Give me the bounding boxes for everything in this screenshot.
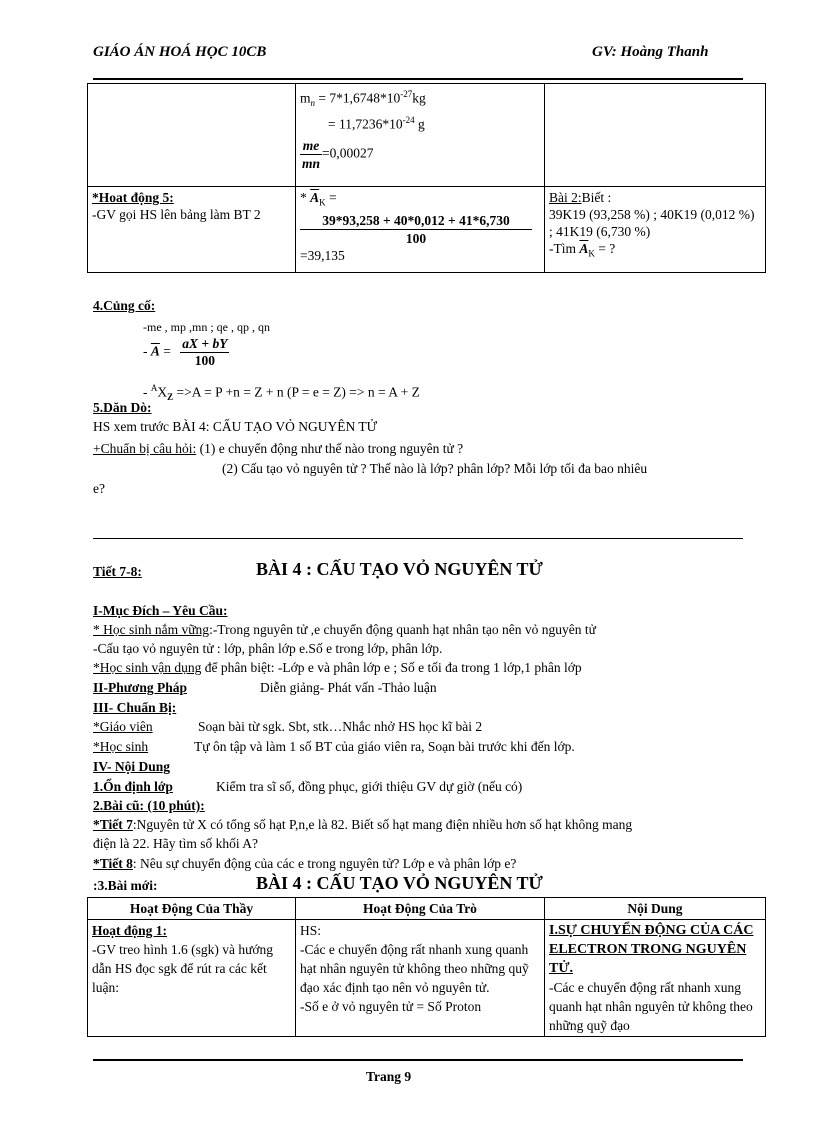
page-number: Trang 9 (366, 1069, 412, 1084)
cungco-line1: -me , mp ,mn ; qe , qp , qn (143, 320, 270, 334)
cungco-formula: - $\overline{A}$ = $\frac{aX + bY}{100}$ (143, 336, 228, 368)
tiet-label: Tiết 7-8: (93, 564, 142, 579)
mucdich-line3: *Học sinh vận dụng để phân biệt: -Lớp e và phân lớp e ; Số e tối đa trong 1 lớp,1 phân lớp (93, 660, 582, 675)
lesson-table (87, 897, 766, 1037)
exercise-row1-right (545, 84, 766, 187)
chuanbi-title: III- Chuẩn Bị: (93, 700, 177, 715)
average-mass-fraction: 39*93,258 + 40*0,012 + 41*6,730 100 (300, 212, 532, 247)
mass-ratio-fraction: $\frac{me}{mn}$ (302, 137, 321, 171)
phuongphap-text: Diễn giảng- Phát vấn -Thảo luận (260, 680, 437, 695)
ondinh-label: 1.Ổn định lớp (93, 779, 173, 794)
exercise-row2-left: *Hoat động 5: -GV gọi HS lên bảng làm BT 2 (88, 187, 296, 273)
cungco-fraction: $\frac{aX + bY}{100}$ (182, 336, 228, 368)
exercise-row2-mid: * $\overline{A}_K$ = 39*93,258 + 40*0,012 + 41*6,730 100 =39,135 (296, 187, 545, 273)
lesson-title: BÀI 4 : CẤU TẠO VỎ NGUYÊN TỬ (256, 559, 543, 579)
tiet7-question: *Tiết 7:Nguyên tử X có tổng số hạt P,n,e là 82. Biết số hạt mang điện nhiều hơn số hạt không mang (93, 817, 633, 832)
header-student-activity: Hoạt Động Của Trò (296, 898, 545, 920)
header-rule (93, 78, 743, 80)
dando-title: 5.Dăn Dò: (93, 400, 152, 415)
section-divider (93, 538, 743, 539)
lesson-teacher-cell: Hoạt động 1: -GV treo hình 1.6 (sgk) và hướng dẫn HS đọc sgk để rút ra các kết luận: (88, 920, 296, 1037)
baicu-title: 2.Bài cũ: (10 phút): (93, 798, 205, 813)
lesson-content-cell: I.SỰ CHUYỂN ĐỘNG CỦA CÁC ELECTRON TRONG NGUYÊN TỬ. -Các e chuyển động rất nhanh xung quanh hạt nhân nguyên tử không theo những quỹ đạo (545, 920, 766, 1037)
header-title: GIÁO ÁN HOÁ HỌC 10CB (93, 44, 267, 60)
ondinh-text: Kiểm tra sĩ số, đồng phục, giới thiệu GV dự giờ (nếu có) (216, 779, 523, 794)
dando-line2: +Chuẩn bị câu hỏi: (1) e chuyển động như thế nào trong nguyên tử ? (93, 441, 464, 456)
dando-line3: (2) Cấu tạo vỏ nguyên tử ? Thế nào là lớp? phân lớp? Mỗi lớp tối đa bao nhiêu (222, 461, 648, 476)
baimoi-label: :3.Bài mới: (93, 878, 158, 893)
dando-line1: HS xem trước BÀI 4: CẤU TẠO VỎ NGUYÊN TỬ (93, 419, 378, 434)
cungco-title: 4.Củng cố: (93, 298, 156, 313)
header-content: Nội Dung (545, 898, 766, 920)
phuongphap-title: II-Phương Pháp (93, 680, 187, 695)
footer-rule (93, 1059, 743, 1061)
tiet8-question: *Tiết 8: Nêu sự chuyển động của các e trong nguyên tử? Lớp e và phân lớp e? (93, 856, 517, 871)
mucdich-line2: -Cấu tạo vỏ nguyên tử : lớp, phân lớp e.Số e trong lớp, phân lớp. (93, 641, 443, 656)
exercise-row1-left (88, 84, 296, 187)
lesson-student-cell: HS: -Các e chuyển động rất nhanh xung quanh hạt nhân nguyên tử không theo những quỹ đạo xác định tạo nên vỏ nguyên tử. -Số e ở vỏ nguyên tử = Số Proton (296, 920, 545, 1037)
header-teacher: GV: Hoàng Thanh (592, 44, 709, 60)
noidung-title: IV- Nội Dung (93, 759, 171, 774)
tiet7-question-cont: điện là 22. Hãy tìm số khối A? (93, 836, 258, 851)
chuanbi-gv-label: *Giáo viên (93, 719, 153, 734)
chuanbi-hs-label: *Học sinh (93, 739, 149, 754)
chuanbi-hs-text: Tự ôn tập và làm 1 số BT của giáo viên ra, Soạn bài trước khi đến lớp. (194, 739, 575, 754)
exercise-row1-mid: $m_n = 7*1,6748*10^{-27}kg$ = $11,7236*10^{-24}$ g $\frac{me}{mn}$ =0,00027 (296, 84, 545, 187)
dando-line4: e? (93, 481, 105, 496)
mucdich-line1: * Học sinh nắm vững:-Trong nguyên tử ,e chuyển động quanh hạt nhân tạo nên vỏ nguyên tử (93, 622, 596, 637)
baimoi-title: BÀI 4 : CẤU TẠO VỎ NGUYÊN TỬ (256, 873, 543, 893)
mucdich-title: I-Mục Đích – Yêu Cầu: (93, 603, 228, 618)
chuanbi-gv-text: Soạn bài từ sgk. Sbt, stk…Nhắc nhở HS học kĩ bài 2 (198, 719, 483, 734)
header-teacher-activity: Hoạt Động Của Thầy (88, 898, 296, 920)
exercise-table (87, 83, 766, 273)
cungco-line3: - $^AX_Z =>A = P +n = Z + n$ (P = e = Z) => n = A + Z (143, 383, 420, 403)
exercise-row2-right: Bài 2:Biết : 39K19 (93,258 %) ; 40K19 (0,012 %) ; 41K19 (6,730 %) -Tìm $\overline{A}_K$ = ? (545, 187, 766, 273)
